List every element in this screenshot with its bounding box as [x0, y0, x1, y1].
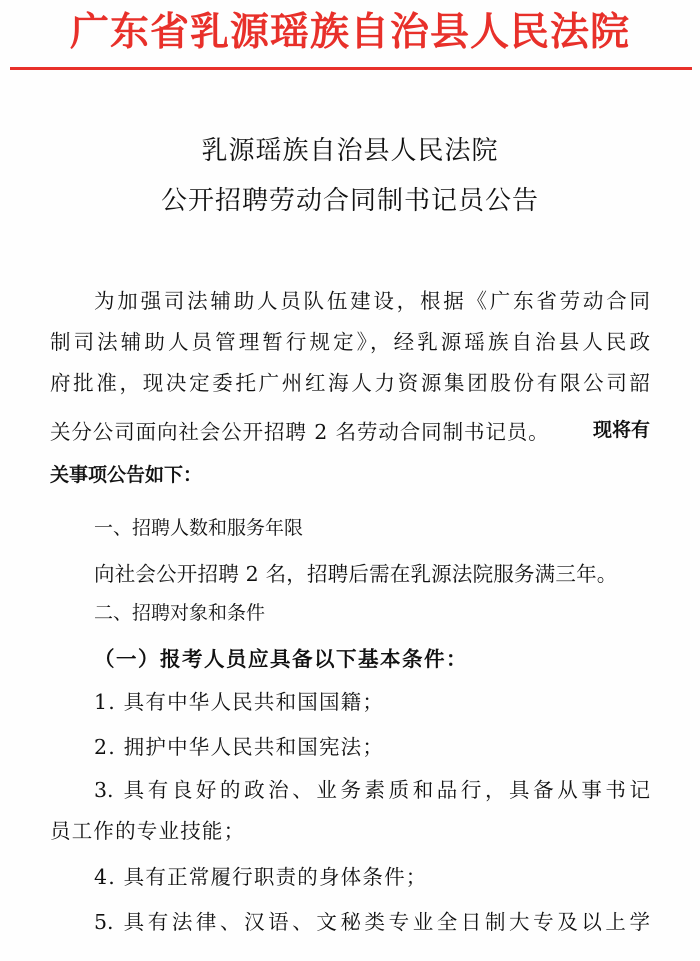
condition-item-5: 5. 具有法律、汉语、文秘类专业全日制大专及以上学: [94, 910, 650, 934]
section-2-heading: 二、招聘对象和条件: [94, 602, 266, 624]
intro-line-3: 府批准，现决定委托广州红海人力资源集团股份有限公司韶: [50, 371, 650, 395]
document-title-line-2: 公开招聘劳动合同制书记员公告: [160, 186, 539, 216]
condition-item-3: 3. 具有良好的政治、业务素质和品行，具备从事书记: [94, 778, 650, 802]
masthead-red-rule: [10, 67, 692, 70]
intro-line-4-bold-text: 现将有: [592, 419, 650, 441]
intro-line-4-text: 关分公司面向社会公开招聘 2 名劳动合同制书记员。: [50, 420, 550, 444]
intro-line-1: 为加强司法辅助人员队伍建设，根据《广东省劳动合同: [94, 289, 650, 313]
section-1-heading: 一、招聘人数和服务年限: [94, 517, 304, 539]
masthead-title: 广东省乳源瑶族自治县人民法院: [69, 9, 630, 55]
section-2-subheading: （一）报考人员应具备以下基本条件：: [94, 647, 468, 671]
document-title-line-1: 乳源瑶族自治县人民法院: [201, 136, 499, 166]
condition-item-2: 2. 拥护中华人民共和国宪法；: [94, 735, 385, 759]
condition-item-1: 1. 具有中华人民共和国国籍；: [94, 690, 385, 714]
condition-item-4: 4. 具有正常履行职责的身体条件；: [94, 865, 428, 889]
intro-line-4: [50, 415, 650, 445]
intro-line-5: 关事项公告如下：: [50, 464, 203, 486]
intro-line-2: 制司法辅助人员管理暂行规定》，经乳源瑶族自治县人民政: [50, 330, 650, 354]
condition-item-3-continued: 员工作的专业技能；: [50, 819, 246, 843]
section-1-body: 向社会公开招聘 2 名，招聘后需在乳源法院服务满三年。: [94, 562, 618, 586]
